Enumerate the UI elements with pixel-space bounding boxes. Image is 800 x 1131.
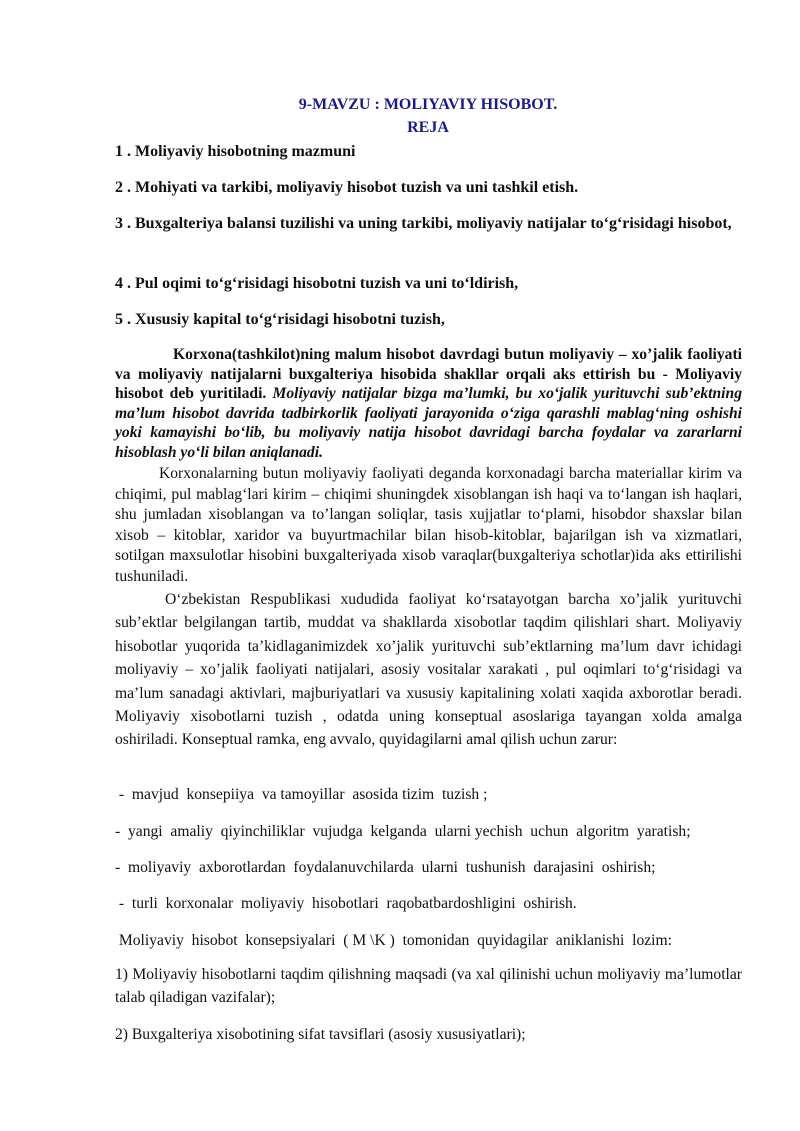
list-item-3: - moliyaviy axborotlardan foydalanuvchilarda ularni tushunish darajasini oshirish;	[115, 859, 656, 876]
numbered-item-1: 1) Moliyaviy hisobotlarni taqdim qilishning maqsadi (va xal qilinishi uchun moliyaviy ma’lumotlar talab qiladigan vazifalar);	[115, 966, 742, 1006]
list-item-2: - yangi amaliy qiyinchiliklar vujudga kelganda ularni yechish uchun algoritm yaratish;	[115, 823, 691, 840]
plan-item-4: 4 . Pul oqimi to‘g‘risidagi hisobotni tuzish va uni to‘ldirish,	[115, 275, 519, 292]
plan-item-3: 3 . Buxgalteriya balansi tuzilishi va uning tarkibi, moliyaviy natijalar to‘g‘risidagi hisobot,	[115, 215, 732, 232]
body-paragraph-2	[115, 588, 742, 752]
page-title: 9-MAVZU : MOLIYAVIY HISOBOT.	[298, 96, 558, 113]
page-subtitle: REJA	[407, 119, 449, 136]
plan-item-2: 2 . Mohiyati va tarkibi, moliyaviy hisobot tuzish va uni tashkil etish.	[115, 179, 579, 196]
concepts-intro: Moliyaviy hisobot konsepsiyalari ( M \K ) tomonidan quyidagilar aniklanishi lozim:	[115, 932, 672, 949]
intro-paragraph	[115, 345, 742, 462]
list-item-1: - mavjud konsepiiya va tamoyillar asosida tizim tuzish ;	[115, 786, 488, 803]
body-paragraph-1-text: Korxonalarning butun moliyaviy faoliyati deganda korxonadagi barcha materiallar kirim va chiqimi, pul mablag‘lari kirim – chiqimi shuningdek xisoblangan ish haqi va to‘langan ish haqlari, shu jumladan xisoblangan va to’langan soliqlar, tasis xujjatlar to‘plami, hisobdor shaxslar bilan xisob – kitoblar, xaridor va buyurtmachilar bilan hisob-kitoblar, bajarilgan ish va xizmatlari, sotilgan maxsulotlar hisobini buxgalteriyada xisob varaqlar(buxgalteriya schotlar)ida aks ettirilishi tushuniladi.	[115, 465, 742, 585]
body-paragraph-2-text: O‘zbekistan Respublikasi xududida faoliyat ko‘rsatayotgan barcha xo’jalik yurituvchi sub’ektlar belgilangan tartib, muddat va shakllarda xisobotlar taqdim qilishlari shart. Moliyaviy hisobotlar yuqorida ta’kidlaganimizdek xo’jalik yurituvchi sub’ektlarning ma’lum davr ichidagi moliyaviy – xo’jalik faoliyati natijalari, asosiy vositalar xarakati , pul oqimlari to‘g‘risidagi va ma’lum sanadagi aktivlari, majburiyatlari va xususiy kapitalining xolati xaqida axborotlar beradi. Moliyaviy xisobotlarni tuzish , odatda uning konseptual asoslariga tayangan xolda amalga oshiriladi. Konseptual ramka, eng avvalo, quyidagilarni amal qilish uchun zarur:	[115, 591, 742, 749]
list-item-4: - turli korxonalar moliyaviy hisobotlari raqobatbardoshligini oshirish.	[115, 895, 577, 912]
plan-item-5: 5 . Xususiy kapital to‘g‘risidagi hisobotni tuzish,	[115, 311, 445, 328]
plan-item-1: 1 . Moliyaviy hisobotning mazmuni	[115, 143, 356, 160]
body-paragraph-1	[115, 464, 742, 587]
intro-bold-text: Korxona(tashkilot)ning malum hisobot davrdagi butun moliyaviy – xo’jalik faoliyati va moliyaviy natijalarni buxgalteriya hisobida shakllar orqali aks ettirish bu - Moliyaviy hisobot deb yuritiladi.	[115, 346, 742, 402]
numbered-item-2: 2) Buxgalteriya xisobotining sifat tavsiflari (asosiy xususiyatlari);	[115, 1026, 526, 1043]
intro-italic-text: Moliyaviy natijalar bizga ma’lumki, bu xo‘jalik yurituvchi sub’ektning ma’lum hisobot davrida tadbirkorlik faoliyati jarayonida o‘ziga qarashli mablag‘ning oshishi yoki kamayishi bo‘lib, bu moliyaviy natija hisobot davridagi barcha foydalar va zararlarni hisoblash yo‘li bilan aniqlanadi.	[115, 385, 742, 461]
